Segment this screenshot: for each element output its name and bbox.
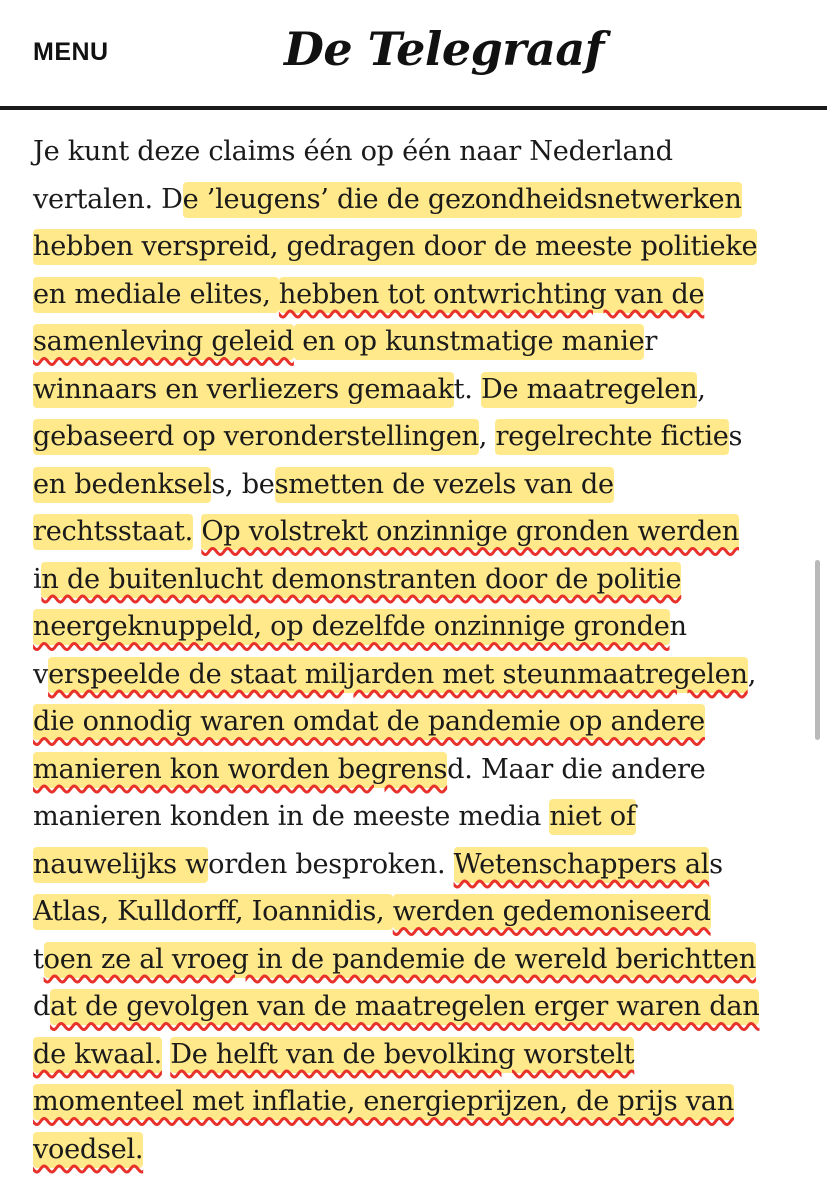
highlighted-underlined-text: samenleving geleid bbox=[33, 324, 294, 360]
article-line bbox=[33, 508, 793, 556]
article-line bbox=[33, 841, 793, 889]
text-segment: s, be bbox=[211, 468, 275, 500]
highlighted-text: en bedenksel bbox=[33, 467, 211, 503]
highlighted-underlined-text: n de buitenlucht demonstranten door de politie bbox=[41, 562, 681, 598]
text-segment: vertalen. D bbox=[33, 183, 183, 215]
text-segment: v bbox=[33, 658, 49, 690]
article-line bbox=[33, 651, 793, 699]
highlighted-underlined-text: werden gedemoniseerd bbox=[393, 894, 711, 930]
highlighted-text: hebben verspreid, gedragen door de meeste politieke bbox=[33, 229, 757, 265]
article-line bbox=[33, 1126, 793, 1174]
article-line bbox=[33, 746, 793, 794]
text-segment: , bbox=[697, 373, 706, 405]
article-line bbox=[33, 223, 793, 271]
text-segment: i bbox=[33, 563, 42, 595]
highlighted-text: regelrechte fictie bbox=[495, 419, 728, 455]
article-line bbox=[33, 603, 793, 651]
highlighted-underlined-text: oen ze al vroeg in de pandemie de wereld berichtten bbox=[44, 942, 756, 978]
article-line bbox=[33, 936, 793, 984]
article-line bbox=[33, 318, 793, 366]
text-segment: d. Maar die andere bbox=[447, 753, 706, 785]
text-segment: , bbox=[478, 421, 496, 452]
scrollbar-thumb[interactable] bbox=[815, 560, 820, 740]
article-line bbox=[33, 698, 793, 746]
top-navigation-bar bbox=[0, 0, 827, 110]
highlighted-text: Atlas, Kulldorff, Ioannidis, bbox=[33, 894, 393, 930]
text-segment: s bbox=[709, 848, 723, 880]
highlighted-text: De maatregelen bbox=[481, 372, 697, 408]
article-line bbox=[33, 271, 793, 319]
highlighted-text: e ’leugens’ die de gezondheidsnetwerken bbox=[183, 182, 742, 218]
highlighted-text: rechtsstaat. bbox=[33, 514, 193, 550]
highlighted-underlined-text: momenteel met inflatie, energieprijzen, de prijs van bbox=[33, 1084, 734, 1120]
text-segment: s bbox=[728, 421, 743, 452]
article-line bbox=[33, 366, 793, 414]
highlighted-text: niet of bbox=[549, 799, 635, 835]
text-segment: manieren konden in de meeste media bbox=[33, 801, 550, 832]
article-line bbox=[33, 983, 793, 1031]
article-line bbox=[33, 128, 793, 176]
highlighted-underlined-text: manieren kon worden begrens bbox=[33, 752, 447, 788]
article-line bbox=[33, 413, 793, 461]
menu-button[interactable]: MENU bbox=[33, 38, 109, 66]
text-segment: t bbox=[33, 943, 44, 975]
highlighted-underlined-text: De helft van de bevolking worstelt bbox=[170, 1037, 634, 1073]
site-logo[interactable]: De Telegraaf bbox=[284, 22, 604, 76]
text-segment: t. bbox=[453, 373, 481, 405]
text-segment: Je kunt deze claims één op één naar Nederland bbox=[33, 136, 673, 167]
highlighted-underlined-text: Wetenschappers al bbox=[454, 847, 710, 883]
article-line bbox=[33, 556, 793, 604]
highlighted-underlined-text: voedsel. bbox=[33, 1132, 143, 1168]
highlighted-underlined-text: at de gevolgen van de maatregelen erger waren dan bbox=[50, 989, 759, 1025]
highlighted-underlined-text: die onnodig waren omdat de pandemie op andere bbox=[33, 704, 705, 740]
text-segment: r bbox=[644, 326, 658, 357]
text-segment: d bbox=[33, 991, 51, 1022]
article-line bbox=[33, 1078, 793, 1126]
highlighted-underlined-text: de kwaal. bbox=[33, 1037, 162, 1073]
highlighted-text: nauwelijks w bbox=[33, 847, 208, 883]
text-segment: n bbox=[669, 611, 687, 642]
highlighted-text: winnaars en verliezers gemaak bbox=[33, 372, 454, 408]
article-line bbox=[33, 888, 793, 936]
text-segment: , bbox=[747, 658, 757, 690]
article-line bbox=[33, 176, 793, 224]
article-body bbox=[33, 128, 793, 1173]
highlighted-underlined-text: Op volstrekt onzinnige gronden werden bbox=[201, 514, 739, 550]
highlighted-underlined-text: erspeelde de staat miljarden met steunmaatregelen bbox=[48, 657, 748, 693]
article-line bbox=[33, 793, 793, 841]
highlighted-text: smetten de vezels van de bbox=[275, 467, 614, 503]
highlighted-underlined-text: hebben tot ontwrichting van de bbox=[279, 277, 704, 313]
highlighted-text: en mediale elites, bbox=[33, 277, 279, 313]
article-line bbox=[33, 461, 793, 509]
highlighted-underlined-text: neergeknuppeld, op dezelfde onzinnige gronde bbox=[33, 609, 670, 645]
text-segment: orden besproken. bbox=[208, 848, 454, 880]
article-line bbox=[33, 1031, 793, 1079]
highlighted-text: gebaseerd op veronderstellingen bbox=[33, 419, 479, 455]
highlighted-text: en op kunstmatige manie bbox=[294, 324, 645, 360]
